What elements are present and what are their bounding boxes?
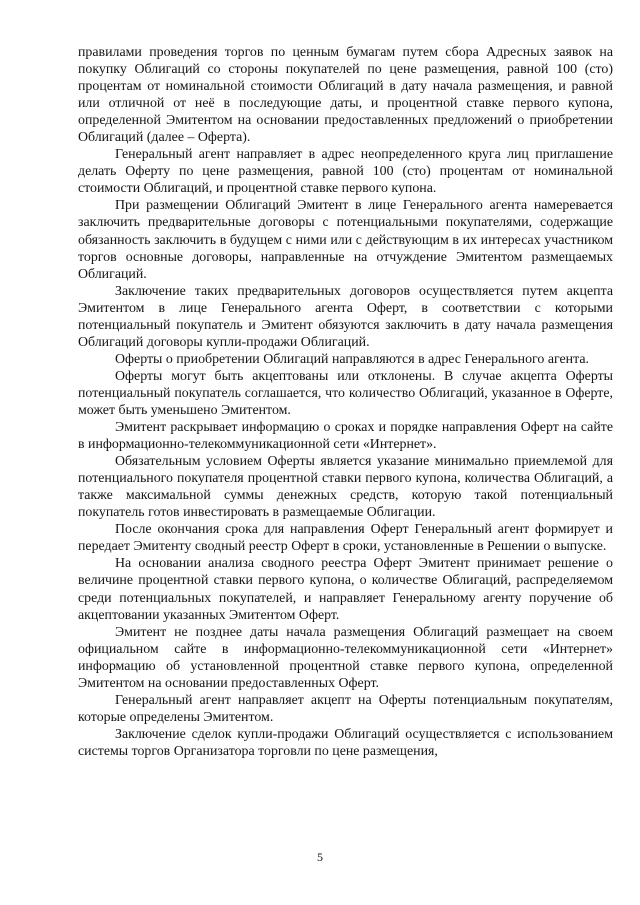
paragraph-12: Генеральный агент направляет акцепт на Оферты потенциальным покупателям, которые определены Эмитентом. [78, 692, 613, 725]
paragraph-11: Эмитент не позднее даты начала размещения Облигаций размещает на своем официальном сайте в информационно-телекоммуникационной сети «Интернет» информацию об установленной процентной ставке первого купона, определенной Эмитентом на основании предоставленных Оферт. [78, 624, 613, 691]
paragraph-10: На основании анализа сводного реестра Оферт Эмитент принимает решение о величине процентной ставки первого купона, о количестве Облигаций, распределяемом среди потенциальных покупателей, и направляет Генеральному агенту поручение об акцептовании указанных Эмитентом Оферт. [78, 556, 613, 623]
document-body [78, 44, 613, 760]
paragraph-3: При размещении Облигаций Эмитент в лице Генерального агента намеревается заключить предварительные договоры с потенциальными покупателями, содержащие обязанность заключить в будущем с ними или с действующим в их интересах участником торгов основные договоры, направленные на отчуждение Эмитентом размещаемых Облигаций. [78, 198, 613, 282]
paragraph-2: Генеральный агент направляет в адрес неопределенного круга лиц приглашение делать Оферту по цене размещения, равной 100 (сто) процентам от номинальной стоимости Облигаций, и процентной ставке первого купона. [78, 147, 613, 197]
paragraph-9: После окончания срока для направления Оферт Генеральный агент формирует и передает Эмитенту сводный реестр Оферт в сроки, установленные в Решении о выпуске. [78, 522, 613, 555]
paragraph-7: Эмитент раскрывает информацию о сроках и порядке направления Оферт на сайте в информационно-телекоммуникационной сети «Интернет». [78, 420, 613, 453]
page-number: 5 [317, 850, 323, 864]
paragraph-8: Обязательным условием Оферты является указание минимально приемлемой для потенциального покупателя процентной ставки первого купона, количества Облигаций, а также максимальной суммы денежных средств, которую такой потенциальный покупатель готов инвестировать в размещаемые Облигации. [78, 454, 613, 521]
paragraph-5: Оферты о приобретении Облигаций направляются в адрес Генерального агента. [115, 351, 589, 367]
paragraph-6: Оферты могут быть акцептованы или отклонены. В случае акцепта Оферты потенциальный покупатель соглашается, что количество Облигаций, указанное в Оферте, может быть уменьшено Эмитентом. [78, 368, 613, 418]
paragraph-13: Заключение сделок купли-продажи Облигаций осуществляется с использованием системы торгов Организатора торговли по цене размещения, [78, 726, 613, 759]
paragraph-1: правилами проведения торгов по ценным бумагам путем сбора Адресных заявок на покупку Облигаций со стороны покупателей по цене размещения, равной 100 (сто) процентам от номинальной стоимости Облигаций в дату начала размещения, и равной или отличной от неё в последующие даты, и процентной ставке первого купона, определенной Эмитентом на основании предоставленных предложений о приобретении Облигаций (далее – Оферта). [78, 45, 613, 146]
paragraph-4: Заключение таких предварительных договоров осуществляется путем акцепта Эмитентом в лице Генерального агента Оферт, в соответствии с которыми потенциальный покупатель и Эмитент обязуются заключить в дату начала размещения Облигаций договоры купли-продажи Облигаций. [78, 283, 613, 350]
